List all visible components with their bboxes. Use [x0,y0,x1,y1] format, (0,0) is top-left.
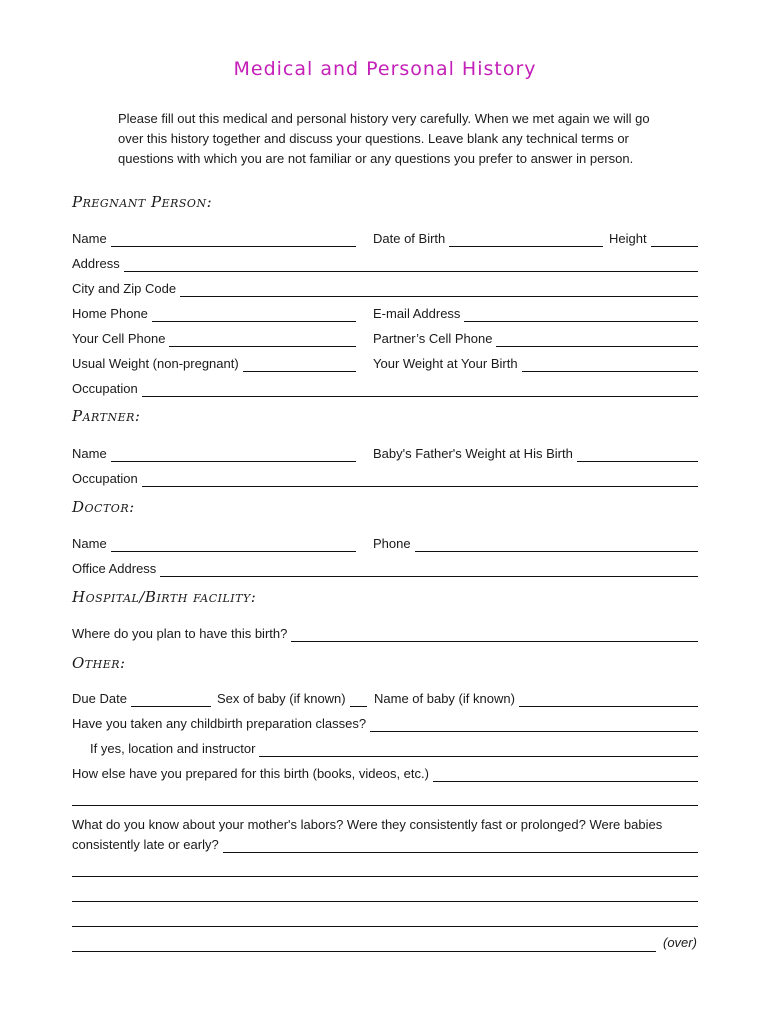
doctor-phone-label: Phone [373,536,411,551]
due-date-label: Due Date [72,691,127,706]
prepared-label: How else have you prepared for this birth (books, videos, etc.) [72,766,429,781]
answer-line[interactable] [72,951,656,952]
partner-cell-label: Partner’s Cell Phone [373,331,493,346]
due-date-field[interactable] [72,689,211,707]
address-field[interactable] [72,254,698,272]
occupation-field[interactable] [72,379,698,397]
name-field[interactable] [72,229,356,247]
partner-name-label: Name [72,446,107,461]
office-address-label: Office Address [72,561,157,576]
page-title: Medical and Personal History [233,58,537,80]
birth-place-field[interactable] [72,624,698,642]
over-note: (over) [663,935,697,950]
answer-line[interactable] [72,901,698,902]
classes-location-label: If yes, location and instructor [90,741,256,756]
usual-weight-field[interactable] [72,354,356,372]
intro-line: Please fill out this medical and personal history very carefully. When we met again we will go [118,111,650,126]
partner-occupation-label: Occupation [72,471,138,486]
section-heading-other: Other: [72,654,126,672]
cell-phone-field[interactable] [72,329,356,347]
office-address-field[interactable] [72,559,698,577]
address-label: Address [72,256,120,271]
height-field[interactable] [609,229,698,247]
father-weight-label: Baby's Father's Weight at His Birth [373,446,573,461]
city-zip-field[interactable] [72,279,698,297]
answer-line[interactable] [72,805,698,806]
mothers-labors-question [72,815,698,833]
partner-name-field[interactable] [72,444,356,462]
answer-line[interactable] [72,876,698,877]
intro-line: questions with which you are not familiar or any questions you prefer to answer in person. [118,151,634,166]
mothers-labors-field[interactable] [72,835,698,853]
answer-line[interactable] [72,926,698,927]
email-field[interactable] [373,304,698,322]
doctor-phone-field[interactable] [373,534,698,552]
mothers-labors-label: What do you know about your mother's labors? Were they consistently fast or prolonged? Were babies [72,817,663,832]
mothers-labors-label-2: consistently late or early? [72,837,219,852]
prepared-field[interactable] [72,764,698,782]
classes-location-field[interactable] [90,739,698,757]
home-phone-label: Home Phone [72,306,148,321]
baby-name-field[interactable] [374,689,698,707]
birth-weight-label: Your Weight at Your Birth [373,356,518,371]
dob-label: Date of Birth [373,231,446,246]
email-label: E-mail Address [373,306,461,321]
dob-field[interactable] [373,229,603,247]
birth-place-label: Where do you plan to have this birth? [72,626,288,641]
classes-label: Have you taken any childbirth preparation classes? [72,716,367,731]
sex-field[interactable] [217,689,367,707]
city-zip-label: City and Zip Code [72,281,177,296]
doctor-name-label: Name [72,536,107,551]
baby-name-label: Name of baby (if known) [374,691,515,706]
occupation-label: Occupation [72,381,138,396]
section-heading-partner: Partner: [72,407,141,425]
doctor-name-field[interactable] [72,534,356,552]
usual-weight-label: Usual Weight (non-pregnant) [72,356,239,371]
name-label: Name [72,231,107,246]
partner-cell-field[interactable] [373,329,698,347]
sex-label: Sex of baby (if known) [217,691,346,706]
home-phone-field[interactable] [72,304,356,322]
height-label: Height [609,231,647,246]
classes-field[interactable] [72,714,698,732]
father-weight-field[interactable] [373,444,698,462]
intro-text [118,109,658,169]
intro-line: over this history together and discuss your questions. Leave blank any technical terms or [118,131,629,146]
partner-occupation-field[interactable] [72,469,698,487]
cell-phone-label: Your Cell Phone [72,331,166,346]
section-heading-doctor: Doctor: [72,498,135,516]
section-heading-hospital: Hospital/Birth facility: [72,588,257,606]
section-heading-pregnant: Pregnant Person: [72,193,213,211]
birth-weight-field[interactable] [373,354,698,372]
